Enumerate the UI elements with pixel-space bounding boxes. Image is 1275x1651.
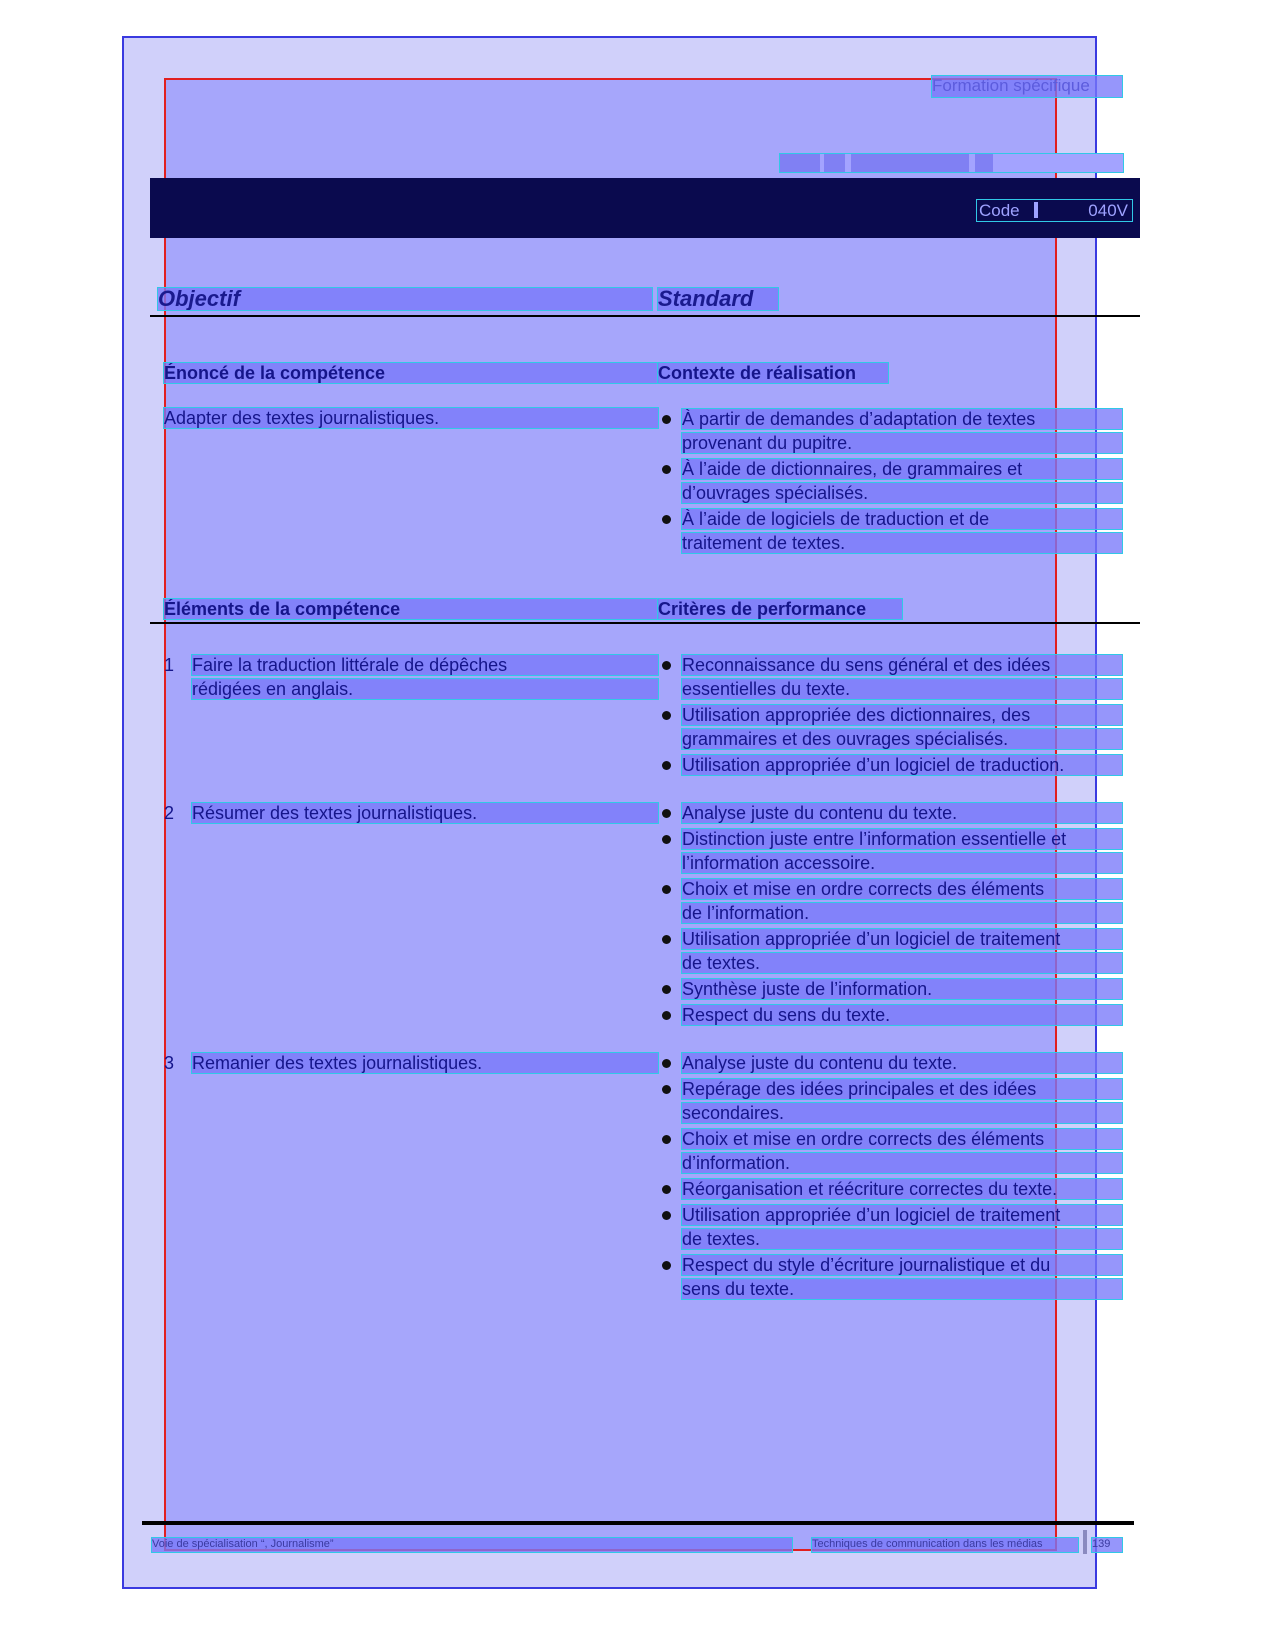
- bullet-icon: [662, 515, 671, 524]
- criterion-item: de textes.: [682, 953, 1122, 973]
- context-item: traitement de textes.: [682, 533, 1122, 553]
- element-text: Faire la traduction littérale de dépêches: [192, 655, 658, 675]
- bullet-icon: [662, 711, 671, 720]
- criterion-item: Analyse juste du contenu du texte.: [682, 803, 1122, 823]
- section-label: Formation spécifique: [932, 76, 1122, 97]
- footer-separator: [1083, 1530, 1087, 1554]
- criterion-item: grammaires et des ouvrages spécialisés.: [682, 729, 1122, 749]
- bullet-icon: [662, 1085, 671, 1094]
- code-separator: [1034, 202, 1038, 218]
- bullet-icon: [662, 985, 671, 994]
- context-item: provenant du pupitre.: [682, 433, 1122, 453]
- bullet-icon: [662, 1261, 671, 1270]
- standard-heading: Standard: [658, 288, 778, 310]
- criterion-item: Reconnaissance du sens général et des idées: [682, 655, 1122, 675]
- bullet-icon: [662, 835, 671, 844]
- bullet-icon: [662, 1011, 671, 1020]
- criterion-item: de textes.: [682, 1229, 1122, 1249]
- criterion-item: Repérage des idées principales et des idées: [682, 1079, 1122, 1099]
- context-item: À l’aide de logiciels de traduction et de: [682, 509, 1122, 529]
- criterion-item: Analyse juste du contenu du texte.: [682, 1053, 1122, 1073]
- element-number: 3: [164, 1053, 175, 1073]
- criterion-item: Synthèse juste de l’information.: [682, 979, 1122, 999]
- criterion-item: Respect du style d’écriture journalistique et du: [682, 1255, 1122, 1275]
- criterion-item: de l’information.: [682, 903, 1122, 923]
- divider: [150, 622, 1140, 624]
- criterion-item: Utilisation appropriée d’un logiciel de traitement: [682, 929, 1122, 949]
- code-field: [977, 200, 1132, 221]
- element-number: 2: [164, 803, 175, 823]
- bullet-icon: [662, 661, 671, 670]
- code-value: 040V: [1088, 201, 1128, 220]
- bullet-icon: [662, 1059, 671, 1068]
- criterion-item: secondaires.: [682, 1103, 1122, 1123]
- header-decoration-bar: [780, 154, 1123, 172]
- objectif-heading: Objectif: [158, 288, 652, 310]
- criteria-heading: Critères de performance: [658, 599, 902, 619]
- element-number: 1: [164, 655, 175, 675]
- bullet-icon: [662, 761, 671, 770]
- criterion-item: essentielles du texte.: [682, 679, 1122, 699]
- code-label: Code: [979, 201, 1020, 220]
- elements-heading: Éléments de la compétence: [164, 599, 658, 619]
- element-text: Remanier des textes journalistiques.: [192, 1053, 658, 1073]
- criterion-item: Respect du sens du texte.: [682, 1005, 1122, 1025]
- criterion-item: Distinction juste entre l’information essentielle et: [682, 829, 1122, 849]
- footer-right: Techniques de communication dans les médias: [812, 1538, 1078, 1552]
- element-text: Résumer des textes journalistiques.: [192, 803, 658, 823]
- criterion-item: sens du texte.: [682, 1279, 1122, 1299]
- footer-rule: [142, 1521, 1134, 1525]
- criterion-item: l’information accessoire.: [682, 853, 1122, 873]
- criterion-item: Utilisation appropriée d’un logiciel de traitement: [682, 1205, 1122, 1225]
- criterion-item: Utilisation appropriée des dictionnaires, des: [682, 705, 1122, 725]
- divider: [150, 315, 1140, 317]
- criterion-item: Réorganisation et réécriture correctes du texte.: [682, 1179, 1122, 1199]
- context-heading: Contexte de réalisation: [658, 363, 888, 383]
- context-item: À partir de demandes d’adaptation de textes: [682, 409, 1122, 429]
- criterion-item: Choix et mise en ordre corrects des éléments: [682, 1129, 1122, 1149]
- element-text: rédigées en anglais.: [192, 679, 658, 699]
- statement-heading: Énoncé de la compétence: [164, 363, 658, 383]
- bullet-icon: [662, 1135, 671, 1144]
- criterion-item: d’information.: [682, 1153, 1122, 1173]
- bullet-icon: [662, 1211, 671, 1220]
- criterion-item: Choix et mise en ordre corrects des éléments: [682, 879, 1122, 899]
- page-number: 139: [1092, 1538, 1122, 1552]
- bullet-icon: [662, 935, 671, 944]
- statement-text: Adapter des textes journalistiques.: [164, 408, 658, 428]
- context-item: d’ouvrages spécialisés.: [682, 483, 1122, 503]
- criterion-item: Utilisation appropriée d’un logiciel de traduction.: [682, 755, 1122, 775]
- bullet-icon: [662, 1185, 671, 1194]
- bullet-icon: [662, 415, 671, 424]
- bullet-icon: [662, 809, 671, 818]
- footer-left: Voie de spécialisation “, Journalisme”: [152, 1538, 792, 1552]
- bullet-icon: [662, 885, 671, 894]
- context-item: À l’aide de dictionnaires, de grammaires et: [682, 459, 1122, 479]
- bullet-icon: [662, 465, 671, 474]
